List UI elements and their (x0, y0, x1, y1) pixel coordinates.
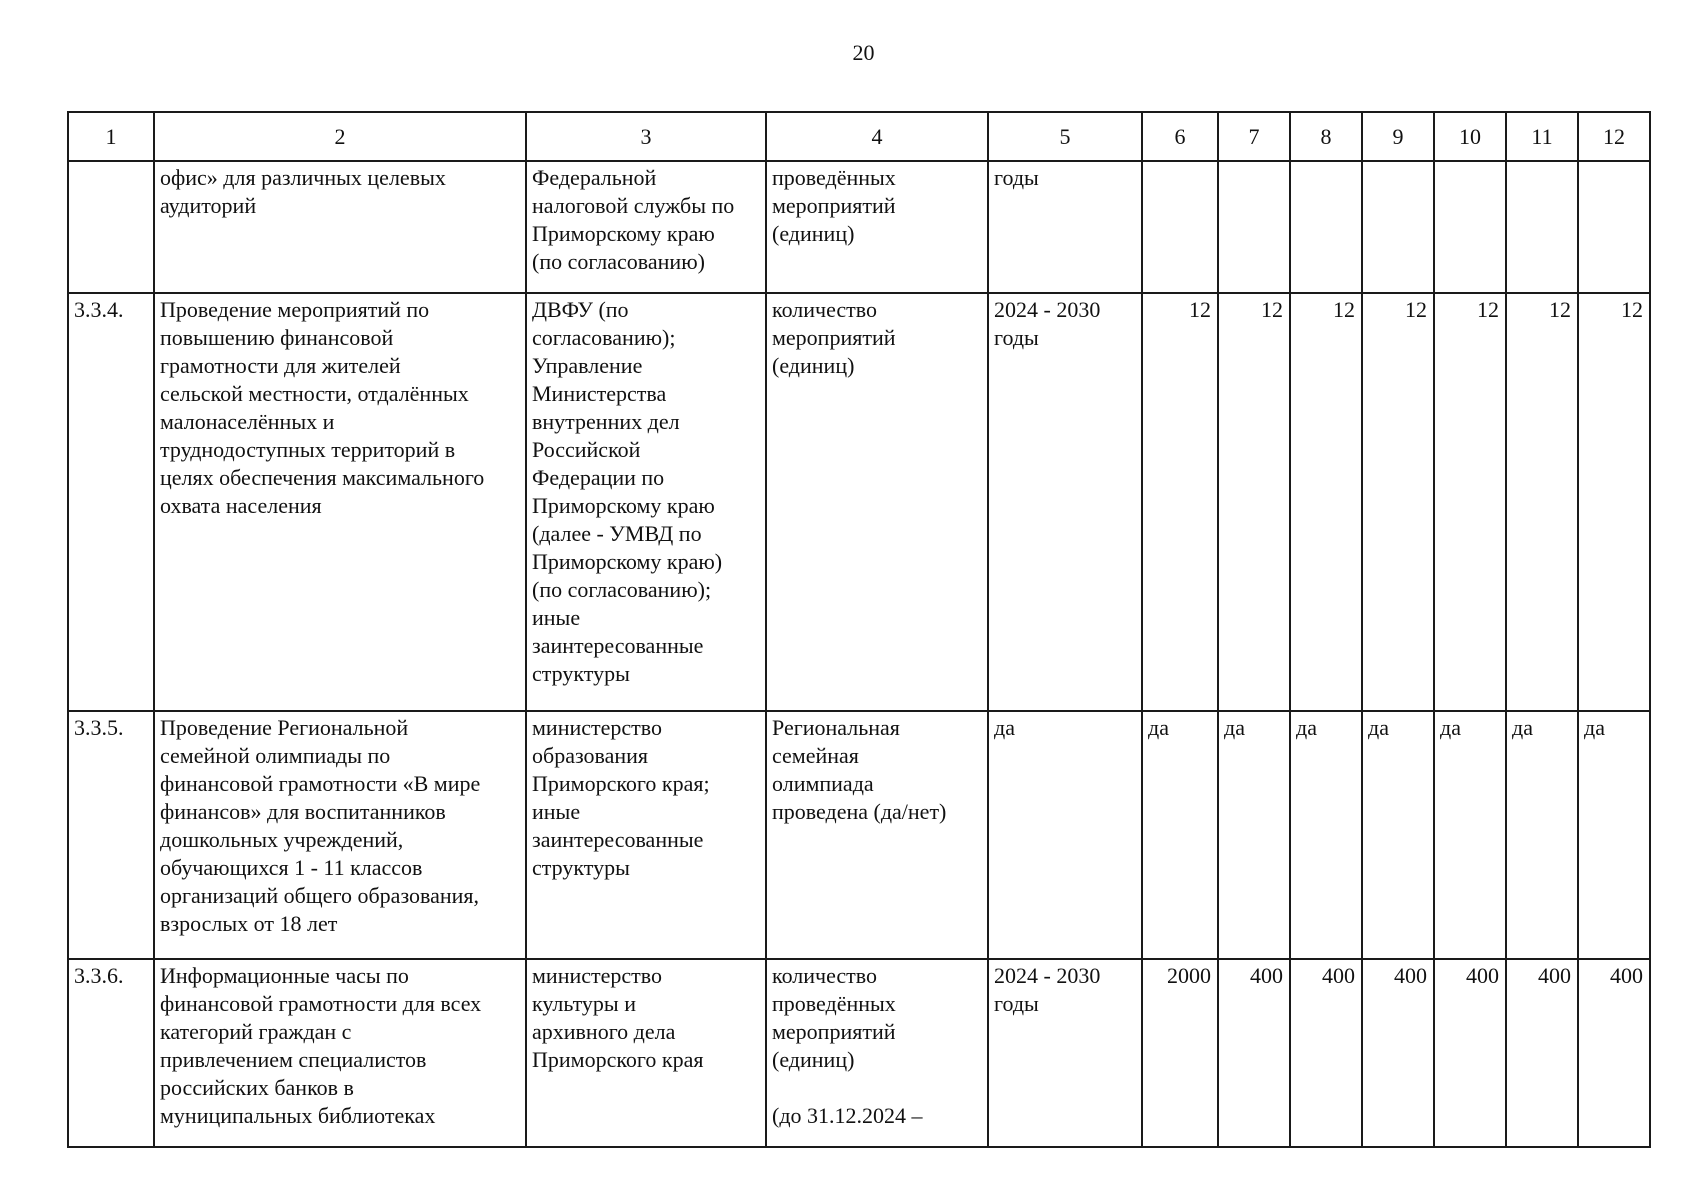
value-cell (1142, 161, 1218, 293)
column-header: 10 (1434, 112, 1506, 161)
table-header-row (68, 112, 1650, 161)
column-header: 7 (1218, 112, 1290, 161)
measure-name: Проведение мероприятий по повышению финансовой грамотности для жителей сельской местности, отдалённых малонаселённых и труднодоступных территорий в целях обеспечения максимального охвата населения (154, 293, 526, 711)
value-cell: 12 (1434, 293, 1506, 711)
value-cell: да (1578, 711, 1650, 959)
value-cell: 12 (1506, 293, 1578, 711)
indicator: проведённых мероприятий (единиц) (766, 161, 988, 293)
period: 2024 - 2030 годы (988, 959, 1142, 1147)
indicator: количество проведённых мероприятий (единиц) (до 31.12.2024 – (766, 959, 988, 1147)
value-cell: 400 (1218, 959, 1290, 1147)
responsible-executor: ДВФУ (по согласованию); Управление Министерства внутренних дел Российской Федерации по Приморскому краю (далее - УМВД по Приморскому краю) (по согласованию); иные заинтересованные структуры (526, 293, 766, 711)
value-cell: 400 (1578, 959, 1650, 1147)
item-number: 3.3.5. (68, 711, 154, 959)
column-header: 2 (154, 112, 526, 161)
value-cell: да (1218, 711, 1290, 959)
value-cell (1506, 161, 1578, 293)
value-cell: 2000 (1142, 959, 1218, 1147)
value-cell (1362, 161, 1434, 293)
value-cell: 400 (1506, 959, 1578, 1147)
value-cell: 12 (1290, 293, 1362, 711)
item-number: 3.3.4. (68, 293, 154, 711)
page-number: 20 (852, 40, 875, 65)
table-row (68, 161, 1650, 293)
table-row (68, 293, 1650, 711)
period: 2024 - 2030 годы (988, 293, 1142, 711)
indicator: количество мероприятий (единиц) (766, 293, 988, 711)
column-header: 5 (988, 112, 1142, 161)
value-cell: да (1362, 711, 1434, 959)
value-cell (1434, 161, 1506, 293)
responsible-executor: министерство культуры и архивного дела Приморского края (526, 959, 766, 1147)
value-cell (1578, 161, 1650, 293)
column-header: 6 (1142, 112, 1218, 161)
column-header: 4 (766, 112, 988, 161)
table-row (68, 711, 1650, 959)
value-cell: да (1142, 711, 1218, 959)
value-cell: 400 (1434, 959, 1506, 1147)
column-header: 11 (1506, 112, 1578, 161)
value-cell: да (1506, 711, 1578, 959)
indicator: Региональная семейная олимпиада проведена (да/нет) (766, 711, 988, 959)
item-number: 3.3.6. (68, 959, 154, 1147)
responsible-executor: министерство образования Приморского края; иные заинтересованные структуры (526, 711, 766, 959)
value-cell: да (1290, 711, 1362, 959)
period: да (988, 711, 1142, 959)
value-cell: да (1434, 711, 1506, 959)
value-cell: 12 (1218, 293, 1290, 711)
value-cell: 12 (1578, 293, 1650, 711)
value-cell (1218, 161, 1290, 293)
value-cell: 400 (1362, 959, 1434, 1147)
value-cell: 400 (1290, 959, 1362, 1147)
column-header: 8 (1290, 112, 1362, 161)
column-header: 1 (68, 112, 154, 161)
value-cell (1290, 161, 1362, 293)
table-row (68, 959, 1650, 1147)
measure-name: Информационные часы по финансовой грамотности для всех категорий граждан с привлечением специалистов российских банков в муниципальных библиотеках (154, 959, 526, 1147)
item-number (68, 161, 154, 293)
measure-name: офис» для различных целевых аудиторий (154, 161, 526, 293)
column-header: 3 (526, 112, 766, 161)
period: годы (988, 161, 1142, 293)
value-cell: 12 (1362, 293, 1434, 711)
column-header: 9 (1362, 112, 1434, 161)
measures-table (67, 111, 1651, 1148)
measure-name: Проведение Региональной семейной олимпиады по финансовой грамотности «В мире финансов» для воспитанников дошкольных учреждений, обучающихся 1 - 11 классов организаций общего образования, взрослых от 18 лет (154, 711, 526, 959)
column-header: 12 (1578, 112, 1650, 161)
value-cell: 12 (1142, 293, 1218, 711)
responsible-executor: Федеральной налоговой службы по Приморскому краю (по согласованию) (526, 161, 766, 293)
